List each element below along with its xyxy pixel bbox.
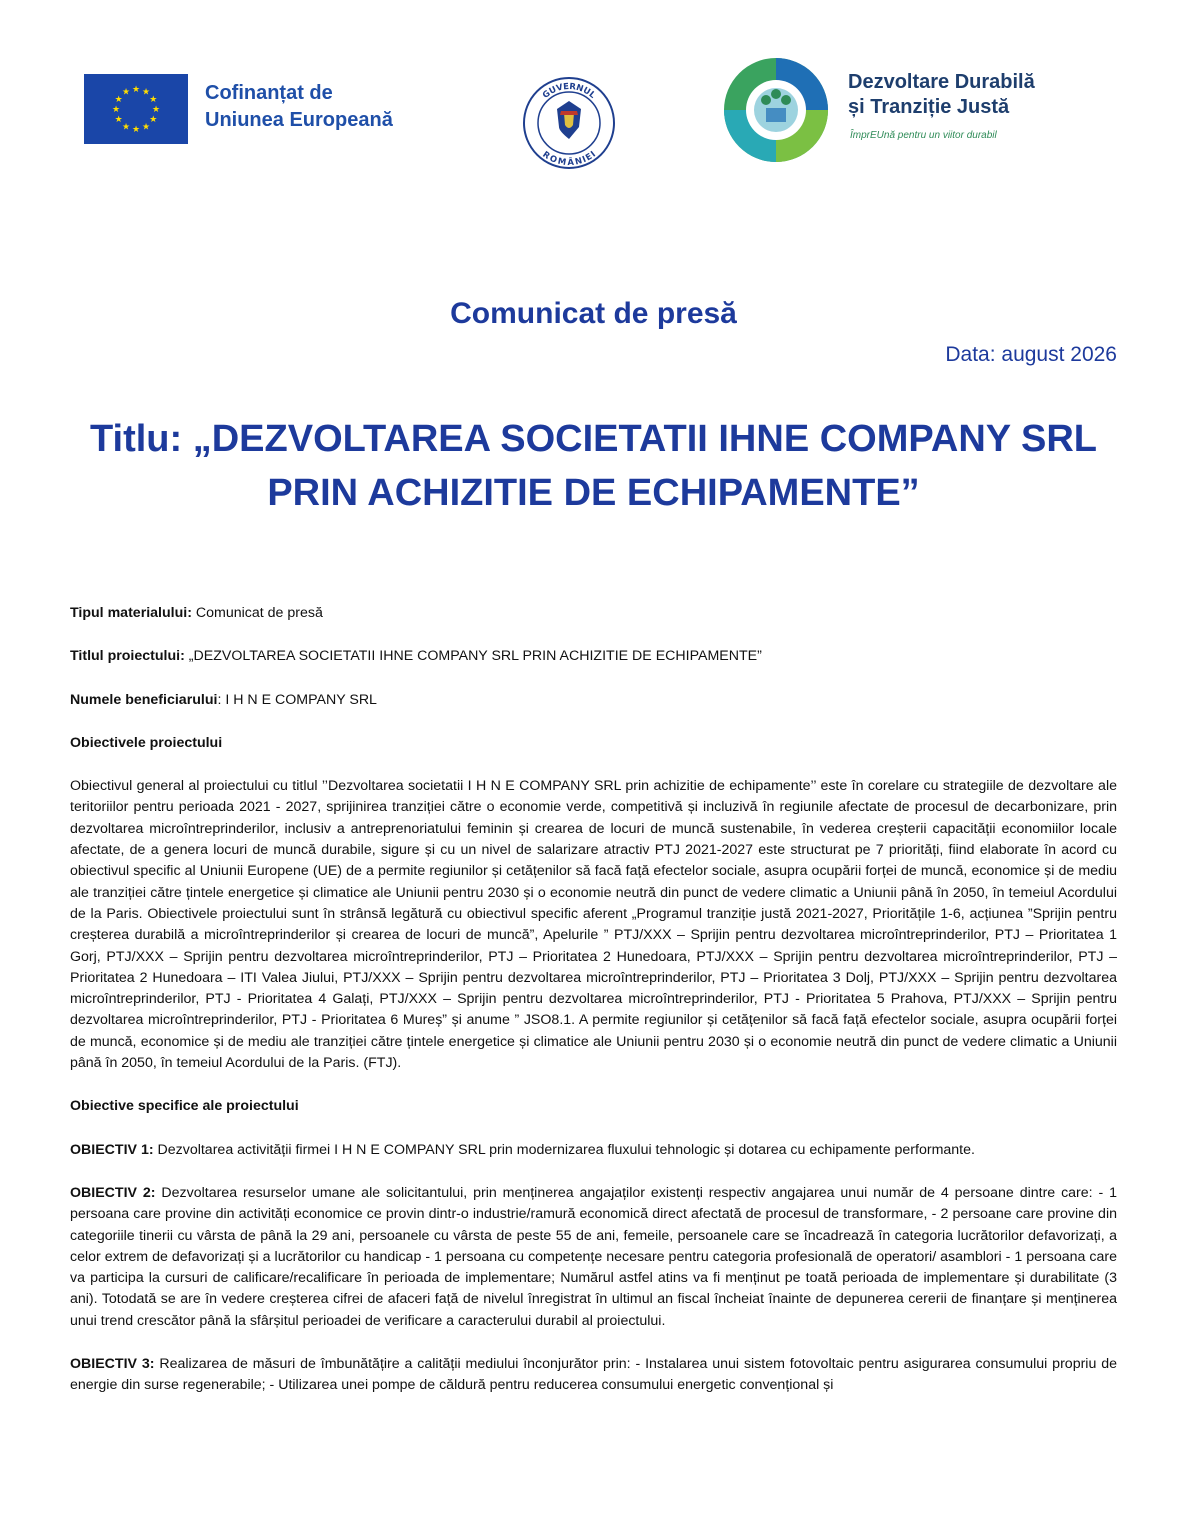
svg-text:★: ★ xyxy=(121,87,131,98)
project-title-row xyxy=(70,646,1117,667)
svg-text:★: ★ xyxy=(131,85,141,95)
press-release-heading: Comunicat de presă xyxy=(450,297,737,330)
svg-text:★: ★ xyxy=(141,87,151,98)
ptj-line-2: și Tranziție Justă xyxy=(848,96,1010,118)
objective-1-label: OBIECTIV 1: xyxy=(70,1141,154,1158)
objective-3-text: Realizarea de măsuri de îmbunătățire a calității mediului înconjurător prin: - Instalarea unui sistem fotovoltaic pentru asigurarea consumului propriu de energie din surse regenerabile; - Utilizarea unei pompe de căldură pentru reducerea consumului energetic convențional și xyxy=(70,1356,1117,1394)
material-type-value: Comunicat de presă xyxy=(191,605,323,621)
svg-text:★: ★ xyxy=(151,105,161,115)
material-type-row xyxy=(70,603,1117,624)
svg-text:★: ★ xyxy=(111,105,121,115)
eu-line-2: Uniunea Europeană xyxy=(205,109,393,131)
document-title: Titlu: „DEZVOLTAREA SOCIETATII IHNE COMPANY SRL PRIN ACHIZITIE DE ECHIPAMENTE” xyxy=(90,418,1097,514)
svg-text:ROMÂNIEI: ROMÂNIEI xyxy=(540,149,598,169)
specific-objectives-heading: Obiective specifice ale proiectului xyxy=(70,1098,299,1115)
objective-2-text: Dezvoltarea resurselor umane ale solicitantului, prin menținerea angajaților existenți respectiv angajarea unui număr de 4 persoane dintre care: - 1 persoana care provine din activități economice ce provin dintr-o industrie/ramură economică direct afectată de procesul de transformare, - 2 persoane care provine din categoriile tinerii cu vârsta de până la 29 ani, persoanele cu vârsta de peste 55 de ani, femeile, persoanele care se încadrează în categoria lucrătorilor defavorizați, a celor extrem de defavorizați și a lucrătorilor cu handicap - 1 persoana cu competențe necesare pentru categoria profesională de operatori/ asamblori - 1 persoana care va participa la cursuri de calificare/recalificare în perioada de implementare; Numărul astfel atins va fi menținut pe toată perioada de implementare și durabilitate (3 ani). Totodată se are în vedere creșterea cifrei de afaceri față de nivelul înregistrat în ultimul an fiscal încheiat înainte de depunerea cererii de finanțare și menținerea unui trend crescător până la sfârșitul perioadei de verificare a caracterului durabil al proiectului. xyxy=(70,1184,1117,1329)
svg-text:★: ★ xyxy=(114,115,123,125)
ptj-program-label xyxy=(848,70,1035,120)
general-objective-paragraph: Obiectivul general al proiectului cu titlul ’’Dezvoltarea societatii I H N E COMPANY SRL prin achizitie de echipamente’’ este în corelare cu strategiile de dezvoltare ale teritoriilor pentru perioada 2021 - 2027, sprijinirea tranziției către o economie verde, competitivă și incluzivă în regiunile afectate de procesul de decarbonizare, prin dezvoltarea microîntreprinderilor, inclusiv a antreprenoriatului feminin și crearea de locuri de muncă sustenabile, în vederea creșterii capacității economiilor locale afectate, de a genera locuri de muncă durabile, sigure și cu un nivel de salarizare atractiv PTJ 2021-2027 este structurat pe 7 priorități, fiind elaborate în acord cu obiectivul specific al Uniunii Europene (UE) de a permite regiunilor și cetățenilor să facă față efectelor sociale, asupra ocupării forței de muncă, economice și de mediu ale tranziției către țintele energetice și climatice ale Uniunii pentru 2030 și o economie neutră din punct de vedere climatic a Uniunii până în 2050, în temeiul Acordului de la Paris. Obiectivele proiectului sunt în strânsă legătură cu obiectivul specific aferent „Programul tranziție justă 2021-2027, Prioritățile 1-6, acțiunea ”Sprijin pentru creșterea durabilă a microîntreprinderilor și crearea de locuri de muncă”, Apelurile ” PTJ/XXX – Sprijin pentru dezvoltarea microîntreprinderilor, PTJ – Prioritatea 1 Gorj, PTJ/XXX – Sprijin pentru dezvoltarea microîntreprinderilor, PTJ – Prioritatea 2 Hunedoara, PTJ/XXX – Sprijin pentru dezvoltarea microîntreprinderilor, PTJ – Prioritatea 2 Hunedoara – ITI Valea Jiului, PTJ/XXX – Sprijin pentru dezvoltarea microîntreprinderilor, PTJ – Prioritatea 3 Dolj, PTJ/XXX – Sprijin pentru dezvoltarea microîntreprinderilor, PTJ - Prioritatea 4 Galați, PTJ/XXX – Sprijin pentru dezvoltarea microîntreprinderilor, PTJ - Prioritatea 5 Prahova, PTJ/XXX – Sprijin pentru dezvoltarea microîntreprinderilor, PTJ - Prioritatea 6 Mureș” și anume ” JSO8.1. A permite regiunilor și cetățenilor să facă față efectelor sociale, asupra ocupării forței de muncă, economice și de mediu ale tranziției către țintele energetice și climatice ale Uniunii pentru 2030 și o economie neutră din punct de vedere climatic a Uniunii până în 2050, în temeiul Acordului de la Paris. (FTJ). xyxy=(70,778,1117,1072)
beneficiary-label: Numele beneficiarului xyxy=(70,691,218,708)
objective-2 xyxy=(70,1183,1117,1332)
material-type-label: Tipul materialului: xyxy=(70,605,192,621)
beneficiary-value: : I H N E COMPANY SRL xyxy=(217,691,377,708)
government-seal-icon xyxy=(521,75,617,171)
eu-line-1: Cofinanțat de xyxy=(205,82,333,104)
objective-2-label: OBIECTIV 2: xyxy=(70,1184,156,1201)
svg-text:★: ★ xyxy=(141,122,151,133)
ptj-logo-icon xyxy=(722,56,830,164)
eu-flag-icon xyxy=(84,74,188,144)
beneficiary-row xyxy=(70,690,1117,711)
document-body xyxy=(70,603,1117,1419)
objectives-heading: Obiectivele proiectului xyxy=(70,734,223,751)
project-title-label: Titlul proiectului: xyxy=(70,648,185,665)
document-date: Data: august 2026 xyxy=(945,343,1117,366)
svg-text:★: ★ xyxy=(149,95,158,105)
ptj-tagline: ÎmprEUnă pentru un viitor durabil xyxy=(850,130,997,141)
svg-text:GUVERNUL: GUVERNUL xyxy=(540,81,598,101)
ptj-line-1: Dezvoltare Durabilă xyxy=(848,71,1035,93)
objective-1-text: Dezvoltarea activității firmei I H N E COMPANY SRL prin modernizarea fluxului tehnologic și dotarea cu echipamente performante. xyxy=(153,1141,975,1158)
objective-3-label: OBIECTIV 3: xyxy=(70,1356,155,1373)
svg-text:★: ★ xyxy=(131,125,141,135)
svg-text:★: ★ xyxy=(121,122,131,133)
eu-cofinanced-label xyxy=(205,80,393,134)
objective-3 xyxy=(70,1354,1117,1397)
svg-text:★: ★ xyxy=(114,95,123,105)
objective-1 xyxy=(70,1140,1117,1161)
svg-text:★: ★ xyxy=(149,115,158,125)
project-title-value: „DEZVOLTAREA SOCIETATII IHNE COMPANY SRL PRIN ACHIZITIE DE ECHIPAMENTE” xyxy=(184,648,762,665)
header-logos xyxy=(0,52,1187,182)
